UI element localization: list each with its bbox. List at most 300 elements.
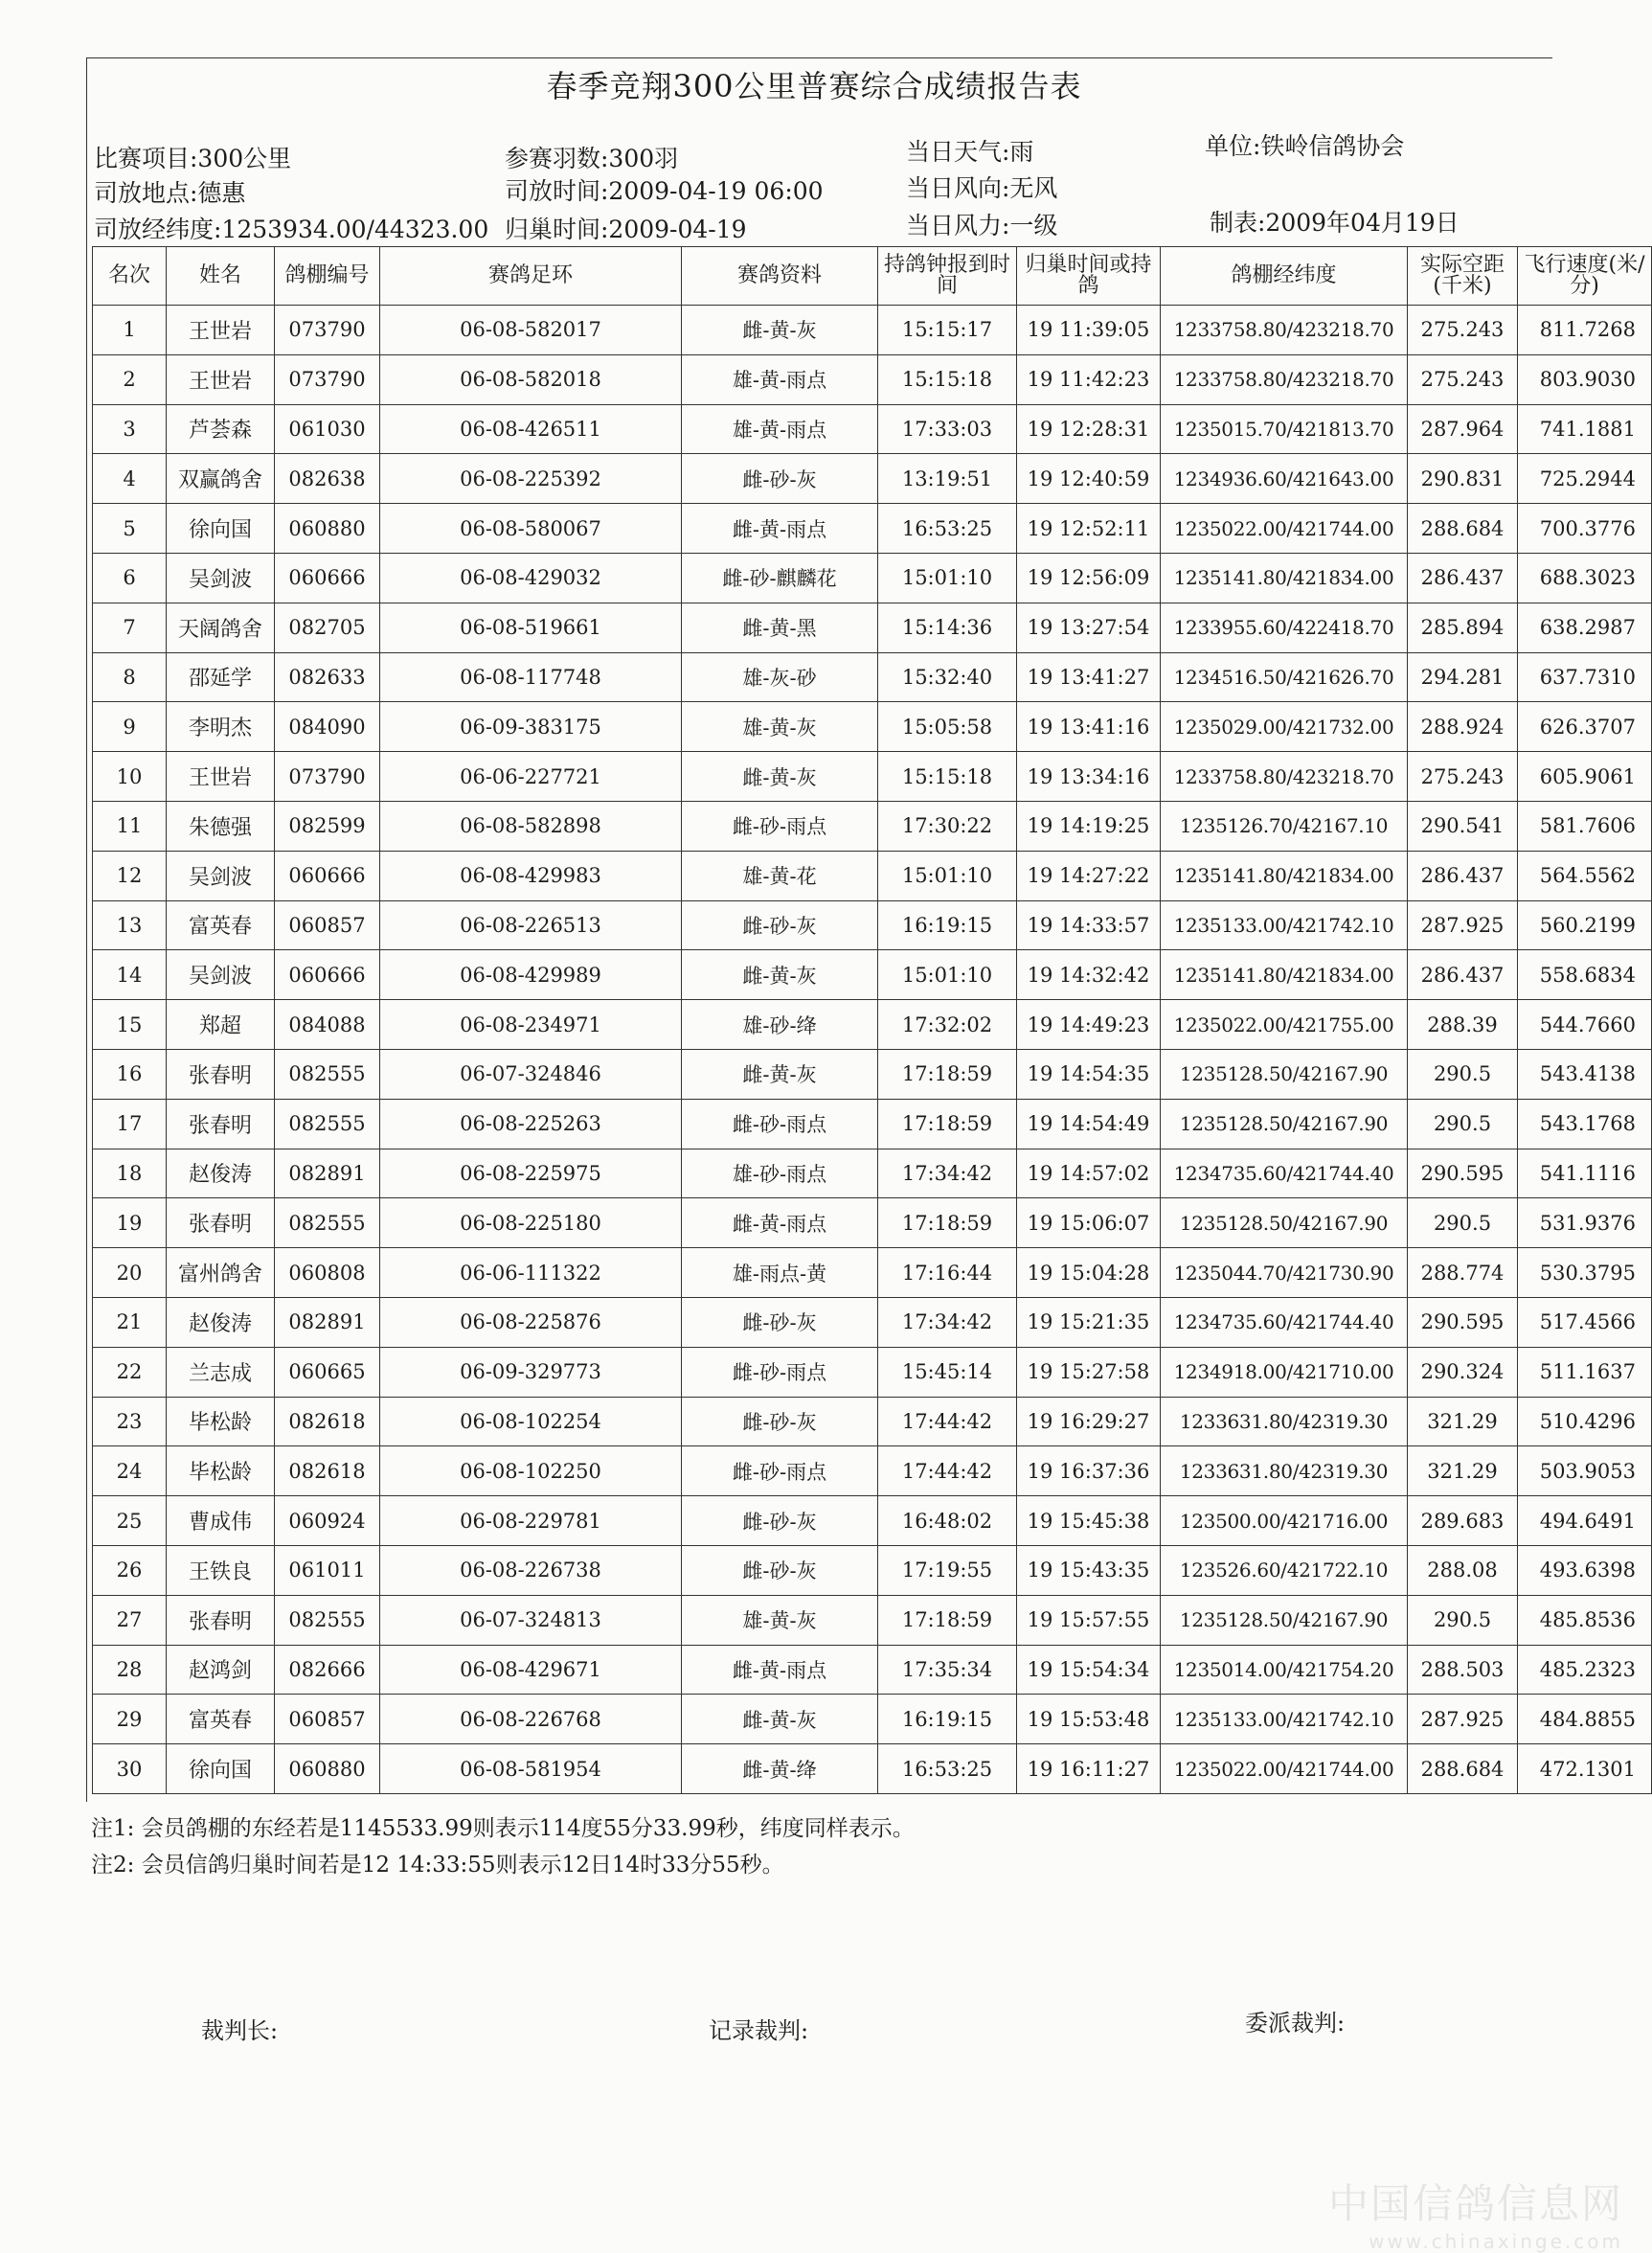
cell-loft: 082599	[275, 801, 380, 851]
cell-rank: 18	[93, 1149, 167, 1198]
cell-distance: 288.503	[1408, 1645, 1518, 1695]
cell-name: 张春明	[167, 1099, 275, 1149]
info-made-date: 制表:2009年04月19日	[1210, 209, 1460, 237]
note-2: 注2: 会员信鸽归巢时间若是12 14:33:55则表示12日14时33分55秒。	[91, 1853, 784, 1878]
cell-ring: 06-08-519661	[380, 603, 682, 652]
cell-loft: 082555	[275, 1595, 380, 1645]
cell-loft: 082633	[275, 652, 380, 702]
cell-ring: 06-08-581954	[380, 1744, 682, 1794]
cell-speed: 543.4138	[1518, 1049, 1652, 1099]
cell-name: 曹成伟	[167, 1496, 275, 1546]
cell-name: 张春明	[167, 1198, 275, 1248]
cell-pigeon: 雌-黄-灰	[682, 950, 878, 1000]
cell-ring: 06-09-383175	[380, 702, 682, 752]
table-row	[93, 1695, 1652, 1744]
cell-speed: 725.2944	[1518, 454, 1652, 504]
table-row	[93, 306, 1652, 355]
cell-arrival: 19 14:27:22	[1017, 851, 1161, 900]
cell-speed: 564.5562	[1518, 851, 1652, 900]
watermark	[1328, 2173, 1623, 2253]
cell-name: 兰志成	[167, 1347, 275, 1397]
cell-rank: 13	[93, 900, 167, 950]
table-row	[93, 1149, 1652, 1198]
cell-rank: 2	[93, 354, 167, 404]
cell-arrival: 19 12:56:09	[1017, 553, 1161, 603]
cell-distance: 289.683	[1408, 1496, 1518, 1546]
cell-clock: 15:05:58	[878, 702, 1017, 752]
cell-clock: 15:01:10	[878, 950, 1017, 1000]
cell-ring: 06-08-225975	[380, 1149, 682, 1198]
cell-distance: 286.437	[1408, 950, 1518, 1000]
cell-ring: 06-08-580067	[380, 504, 682, 554]
cell-loft: 082705	[275, 603, 380, 652]
page-title: 春季竞翔300公里普赛综合成绩报告表	[546, 68, 1082, 104]
cell-arrival: 19 14:54:49	[1017, 1099, 1161, 1149]
cell-name: 徐向国	[167, 504, 275, 554]
cell-clock: 17:35:34	[878, 1645, 1017, 1695]
table-row	[93, 1000, 1652, 1050]
header-loft: 鸽棚编号	[275, 247, 380, 306]
cell-pigeon: 雌-砂-灰	[682, 1397, 878, 1446]
cell-speed: 637.7310	[1518, 652, 1652, 702]
cell-pigeon: 雄-黄-花	[682, 851, 878, 900]
cell-pigeon: 雌-砂-雨点	[682, 1347, 878, 1397]
cell-name: 李明杰	[167, 702, 275, 752]
cell-coords: 1235133.00/421742.10	[1161, 900, 1408, 950]
cell-distance: 290.595	[1408, 1149, 1518, 1198]
cell-distance: 288.774	[1408, 1248, 1518, 1298]
cell-coords: 1235128.50/42167.90	[1161, 1049, 1408, 1099]
cell-coords: 1234735.60/421744.40	[1161, 1149, 1408, 1198]
cell-clock: 16:53:25	[878, 504, 1017, 554]
cell-coords: 1234516.50/421626.70	[1161, 652, 1408, 702]
cell-pigeon: 雌-黄-雨点	[682, 1645, 878, 1695]
cell-coords: 1235044.70/421730.90	[1161, 1248, 1408, 1298]
cell-pigeon: 雌-黄-雨点	[682, 1198, 878, 1248]
cell-loft: 060666	[275, 851, 380, 900]
cell-arrival: 19 15:45:38	[1017, 1496, 1161, 1546]
cell-arrival: 19 15:54:34	[1017, 1645, 1161, 1695]
cell-clock: 17:18:59	[878, 1099, 1017, 1149]
cell-pigeon: 雄-黄-灰	[682, 702, 878, 752]
cell-distance: 288.684	[1408, 1744, 1518, 1794]
cell-coords: 1235029.00/421732.00	[1161, 702, 1408, 752]
cell-rank: 17	[93, 1099, 167, 1149]
cell-loft: 073790	[275, 752, 380, 802]
table-row	[93, 851, 1652, 900]
cell-speed: 511.1637	[1518, 1347, 1652, 1397]
cell-coords: 1235126.70/42167.10	[1161, 801, 1408, 851]
cell-pigeon: 雌-砂-雨点	[682, 801, 878, 851]
cell-rank: 23	[93, 1397, 167, 1446]
cell-speed: 485.2323	[1518, 1645, 1652, 1695]
cell-arrival: 19 15:27:58	[1017, 1347, 1161, 1397]
header-distance: 实际空距(千米)	[1408, 247, 1518, 306]
cell-rank: 14	[93, 950, 167, 1000]
cell-clock: 17:44:42	[878, 1397, 1017, 1446]
cell-arrival: 19 15:06:07	[1017, 1198, 1161, 1248]
table-row	[93, 1198, 1652, 1248]
cell-speed: 803.9030	[1518, 354, 1652, 404]
cell-arrival: 19 14:32:42	[1017, 950, 1161, 1000]
cell-rank: 21	[93, 1297, 167, 1347]
cell-clock: 16:19:15	[878, 1695, 1017, 1744]
cell-arrival: 19 14:19:25	[1017, 801, 1161, 851]
cell-speed: 811.7268	[1518, 306, 1652, 355]
cell-clock: 17:18:59	[878, 1595, 1017, 1645]
cell-distance: 290.5	[1408, 1049, 1518, 1099]
cell-coords: 123526.60/421722.10	[1161, 1545, 1408, 1595]
cell-pigeon: 雌-砂-灰	[682, 454, 878, 504]
table-row	[93, 1297, 1652, 1347]
signature-recording-judge: 记录裁判:	[709, 2017, 809, 2044]
cell-arrival: 19 13:41:27	[1017, 652, 1161, 702]
table-body	[93, 306, 1652, 1794]
cell-distance: 290.324	[1408, 1347, 1518, 1397]
cell-loft: 060857	[275, 1695, 380, 1744]
cell-pigeon: 雄-砂-绛	[682, 1000, 878, 1050]
info-event: 比赛项目:300公里	[94, 145, 292, 172]
cell-arrival: 19 15:57:55	[1017, 1595, 1161, 1645]
cell-name: 吴剑波	[167, 851, 275, 900]
cell-ring: 06-08-102254	[380, 1397, 682, 1446]
cell-pigeon: 雌-黄-黑	[682, 603, 878, 652]
cell-arrival: 19 14:33:57	[1017, 900, 1161, 950]
cell-distance: 290.5	[1408, 1099, 1518, 1149]
cell-loft: 082618	[275, 1397, 380, 1446]
cell-coords: 1234735.60/421744.40	[1161, 1297, 1408, 1347]
info-weather: 当日天气:雨	[906, 138, 1034, 166]
cell-arrival: 19 13:27:54	[1017, 603, 1161, 652]
cell-speed: 605.9061	[1518, 752, 1652, 802]
cell-clock: 16:48:02	[878, 1496, 1017, 1546]
header-coords: 鸽棚经纬度	[1161, 247, 1408, 306]
info-release-coords: 司放经纬度:1253934.00/44323.00	[94, 216, 489, 243]
table-row	[93, 752, 1652, 802]
cell-arrival: 19 11:39:05	[1017, 306, 1161, 355]
cell-coords: 1235128.50/42167.90	[1161, 1198, 1408, 1248]
cell-arrival: 19 11:42:23	[1017, 354, 1161, 404]
cell-speed: 484.8855	[1518, 1695, 1652, 1744]
cell-coords: 1235141.80/421834.00	[1161, 950, 1408, 1000]
cell-speed: 543.1768	[1518, 1099, 1652, 1149]
watermark-url: www.chinaxinge.com	[1369, 2230, 1623, 2253]
cell-rank: 9	[93, 702, 167, 752]
cell-coords: 1234936.60/421643.00	[1161, 454, 1408, 504]
cell-coords: 1234918.00/421710.00	[1161, 1347, 1408, 1397]
cell-name: 王世岩	[167, 354, 275, 404]
cell-coords: 1233631.80/42319.30	[1161, 1397, 1408, 1446]
cell-arrival: 19 14:49:23	[1017, 1000, 1161, 1050]
cell-rank: 19	[93, 1198, 167, 1248]
cell-ring: 06-09-329773	[380, 1347, 682, 1397]
watermark-site-name: 中国信鸽信息网	[1327, 2180, 1623, 2227]
cell-loft: 060808	[275, 1248, 380, 1298]
cell-pigeon: 雌-砂-灰	[682, 900, 878, 950]
table-row	[93, 404, 1652, 454]
cell-loft: 082891	[275, 1297, 380, 1347]
cell-name: 朱德强	[167, 801, 275, 851]
cell-pigeon: 雌-砂-灰	[682, 1496, 878, 1546]
header-ring: 赛鸽足环	[380, 247, 682, 306]
cell-pigeon: 雌-黄-灰	[682, 1695, 878, 1744]
cell-name: 吴剑波	[167, 950, 275, 1000]
cell-loft: 060880	[275, 1744, 380, 1794]
cell-coords: 1233955.60/422418.70	[1161, 603, 1408, 652]
cell-clock: 17:34:42	[878, 1149, 1017, 1198]
cell-clock: 17:18:59	[878, 1049, 1017, 1099]
cell-clock: 17:19:55	[878, 1545, 1017, 1595]
cell-ring: 06-08-429983	[380, 851, 682, 900]
cell-pigeon: 雌-黄-灰	[682, 1049, 878, 1099]
cell-ring: 06-08-582898	[380, 801, 682, 851]
cell-name: 邵延学	[167, 652, 275, 702]
cell-clock: 16:53:25	[878, 1744, 1017, 1794]
cell-ring: 06-08-225180	[380, 1198, 682, 1248]
cell-pigeon: 雄-黄-灰	[682, 1595, 878, 1645]
cell-loft: 082638	[275, 454, 380, 504]
cell-distance: 290.595	[1408, 1297, 1518, 1347]
cell-speed: 485.8536	[1518, 1595, 1652, 1645]
cell-arrival: 19 16:29:27	[1017, 1397, 1161, 1446]
note-1: 注1: 会员鸽棚的东经若是1145533.99则表示114度55分33.99秒，纬度同样表示。	[91, 1816, 915, 1841]
cell-rank: 30	[93, 1744, 167, 1794]
table-row	[93, 1446, 1652, 1496]
cell-coords: 1233631.80/42319.30	[1161, 1446, 1408, 1496]
cell-name: 赵俊涛	[167, 1297, 275, 1347]
cell-loft: 082555	[275, 1099, 380, 1149]
table-row	[93, 652, 1652, 702]
table-row	[93, 702, 1652, 752]
info-wind-force: 当日风力:一级	[906, 212, 1058, 239]
cell-rank: 22	[93, 1347, 167, 1397]
cell-ring: 06-07-324846	[380, 1049, 682, 1099]
table-row	[93, 1744, 1652, 1794]
cell-clock: 16:19:15	[878, 900, 1017, 950]
cell-distance: 321.29	[1408, 1446, 1518, 1496]
cell-speed: 494.6491	[1518, 1496, 1652, 1546]
cell-ring: 06-08-225263	[380, 1099, 682, 1149]
results-table	[92, 246, 1652, 1794]
cell-arrival: 19 15:43:35	[1017, 1545, 1161, 1595]
cell-coords: 1235133.00/421742.10	[1161, 1695, 1408, 1744]
cell-speed: 493.6398	[1518, 1545, 1652, 1595]
cell-distance: 288.39	[1408, 1000, 1518, 1050]
cell-arrival: 19 12:28:31	[1017, 404, 1161, 454]
cell-pigeon: 雄-砂-雨点	[682, 1149, 878, 1198]
table-row	[93, 1397, 1652, 1446]
info-entries: 参赛羽数:300羽	[505, 145, 679, 172]
cell-arrival: 19 12:52:11	[1017, 504, 1161, 554]
cell-clock: 15:15:18	[878, 354, 1017, 404]
signature-appointed-judge: 委派裁判:	[1245, 2010, 1346, 2037]
cell-pigeon: 雌-砂-雨点	[682, 1099, 878, 1149]
cell-name: 毕松龄	[167, 1446, 275, 1496]
header-name: 姓名	[167, 247, 275, 306]
cell-name: 王世岩	[167, 752, 275, 802]
cell-coords: 1235128.50/42167.90	[1161, 1099, 1408, 1149]
header-pigeon: 赛鸽资料	[682, 247, 878, 306]
cell-distance: 287.925	[1408, 900, 1518, 950]
cell-pigeon: 雄-灰-砂	[682, 652, 878, 702]
cell-distance: 275.243	[1408, 752, 1518, 802]
cell-speed: 581.7606	[1518, 801, 1652, 851]
cell-rank: 1	[93, 306, 167, 355]
cell-loft: 082666	[275, 1645, 380, 1695]
cell-name: 吴剑波	[167, 553, 275, 603]
cell-name: 芦荟森	[167, 404, 275, 454]
cell-arrival: 19 13:41:16	[1017, 702, 1161, 752]
cell-distance: 290.541	[1408, 801, 1518, 851]
cell-coords: 1235022.00/421755.00	[1161, 1000, 1408, 1050]
cell-clock: 15:14:36	[878, 603, 1017, 652]
cell-loft: 082555	[275, 1049, 380, 1099]
cell-coords: 1235141.80/421834.00	[1161, 553, 1408, 603]
cell-loft: 082555	[275, 1198, 380, 1248]
cell-loft: 084090	[275, 702, 380, 752]
cell-loft: 073790	[275, 306, 380, 355]
cell-pigeon: 雄-雨点-黄	[682, 1248, 878, 1298]
cell-distance: 290.5	[1408, 1198, 1518, 1248]
cell-clock: 13:19:51	[878, 454, 1017, 504]
cell-clock: 17:33:03	[878, 404, 1017, 454]
cell-clock: 15:32:40	[878, 652, 1017, 702]
cell-pigeon: 雌-黄-雨点	[682, 504, 878, 554]
cell-name: 张春明	[167, 1595, 275, 1645]
cell-ring: 06-08-117748	[380, 652, 682, 702]
table-row	[93, 354, 1652, 404]
cell-loft: 060924	[275, 1496, 380, 1546]
table-row	[93, 1595, 1652, 1645]
cell-loft: 082891	[275, 1149, 380, 1198]
cell-name: 郑超	[167, 1000, 275, 1050]
cell-ring: 06-08-102250	[380, 1446, 682, 1496]
cell-name: 赵鸿剑	[167, 1645, 275, 1695]
cell-arrival: 19 15:53:48	[1017, 1695, 1161, 1744]
table-row	[93, 1049, 1652, 1099]
info-release-place: 司放地点:德惠	[94, 179, 246, 207]
cell-ring: 06-08-229781	[380, 1496, 682, 1546]
cell-coords: 1235014.00/421754.20	[1161, 1645, 1408, 1695]
cell-ring: 06-08-429671	[380, 1645, 682, 1695]
cell-pigeon: 雌-砂-灰	[682, 1545, 878, 1595]
cell-clock: 17:44:42	[878, 1446, 1017, 1496]
cell-pigeon: 雌-黄-灰	[682, 306, 878, 355]
cell-speed: 688.3023	[1518, 553, 1652, 603]
cell-ring: 06-08-429989	[380, 950, 682, 1000]
cell-clock: 17:16:44	[878, 1248, 1017, 1298]
cell-rank: 6	[93, 553, 167, 603]
cell-pigeon: 雌-砂-麒麟花	[682, 553, 878, 603]
cell-ring: 06-08-426511	[380, 404, 682, 454]
cell-rank: 29	[93, 1695, 167, 1744]
cell-rank: 26	[93, 1545, 167, 1595]
cell-distance: 290.831	[1408, 454, 1518, 504]
cell-speed: 517.4566	[1518, 1297, 1652, 1347]
info-unit: 单位:铁岭信鸽协会	[1205, 132, 1405, 160]
header-speed: 飞行速度(米/分)	[1518, 247, 1652, 306]
cell-distance: 275.243	[1408, 306, 1518, 355]
cell-distance: 321.29	[1408, 1397, 1518, 1446]
cell-loft: 082618	[275, 1446, 380, 1496]
table-row	[93, 454, 1652, 504]
cell-distance: 286.437	[1408, 851, 1518, 900]
table-row	[93, 1496, 1652, 1546]
cell-ring: 06-08-225392	[380, 454, 682, 504]
cell-ring: 06-06-227721	[380, 752, 682, 802]
cell-name: 富州鸽舍	[167, 1248, 275, 1298]
cell-loft: 060857	[275, 900, 380, 950]
cell-loft: 061030	[275, 404, 380, 454]
cell-name: 王铁良	[167, 1545, 275, 1595]
cell-rank: 8	[93, 652, 167, 702]
cell-rank: 10	[93, 752, 167, 802]
cell-ring: 06-08-582017	[380, 306, 682, 355]
cell-rank: 3	[93, 404, 167, 454]
cell-arrival: 19 15:21:35	[1017, 1297, 1161, 1347]
cell-rank: 5	[93, 504, 167, 554]
table-row	[93, 950, 1652, 1000]
cell-name: 赵俊涛	[167, 1149, 275, 1198]
cell-arrival: 19 14:54:35	[1017, 1049, 1161, 1099]
cell-coords: 1235015.70/421813.70	[1161, 404, 1408, 454]
cell-loft: 084088	[275, 1000, 380, 1050]
header-arrival: 归巢时间或持鸽	[1017, 247, 1161, 306]
table-row	[93, 504, 1652, 554]
cell-rank: 15	[93, 1000, 167, 1050]
table-row	[93, 603, 1652, 652]
cell-loft: 061011	[275, 1545, 380, 1595]
cell-ring: 06-08-234971	[380, 1000, 682, 1050]
cell-coords: 1233758.80/423218.70	[1161, 752, 1408, 802]
cell-rank: 16	[93, 1049, 167, 1099]
cell-clock: 17:30:22	[878, 801, 1017, 851]
cell-coords: 123500.00/421716.00	[1161, 1496, 1408, 1546]
cell-coords: 1235022.00/421744.00	[1161, 1744, 1408, 1794]
cell-arrival: 19 16:37:36	[1017, 1446, 1161, 1496]
cell-rank: 4	[93, 454, 167, 504]
cell-speed: 560.2199	[1518, 900, 1652, 950]
cell-arrival: 19 13:34:16	[1017, 752, 1161, 802]
cell-name: 毕松龄	[167, 1397, 275, 1446]
cell-name: 徐向国	[167, 1744, 275, 1794]
cell-distance: 286.437	[1408, 553, 1518, 603]
cell-rank: 11	[93, 801, 167, 851]
cell-distance: 290.5	[1408, 1595, 1518, 1645]
cell-speed: 741.1881	[1518, 404, 1652, 454]
cell-speed: 700.3776	[1518, 504, 1652, 554]
info-wind-dir: 当日风向:无风	[906, 174, 1058, 202]
cell-speed: 530.3795	[1518, 1248, 1652, 1298]
table-row	[93, 1099, 1652, 1149]
cell-arrival: 19 14:57:02	[1017, 1149, 1161, 1198]
cell-speed: 626.3707	[1518, 702, 1652, 752]
cell-speed: 510.4296	[1518, 1397, 1652, 1446]
header-clock: 持鸽钟报到时间	[878, 247, 1017, 306]
cell-distance: 275.243	[1408, 354, 1518, 404]
cell-rank: 24	[93, 1446, 167, 1496]
cell-loft: 073790	[275, 354, 380, 404]
cell-speed: 638.2987	[1518, 603, 1652, 652]
table-row	[93, 801, 1652, 851]
cell-arrival: 19 12:40:59	[1017, 454, 1161, 504]
cell-ring: 06-08-226738	[380, 1545, 682, 1595]
table-row	[93, 1347, 1652, 1397]
cell-name: 张春明	[167, 1049, 275, 1099]
cell-pigeon: 雌-黄-绛	[682, 1744, 878, 1794]
cell-loft: 060666	[275, 950, 380, 1000]
cell-rank: 25	[93, 1496, 167, 1546]
